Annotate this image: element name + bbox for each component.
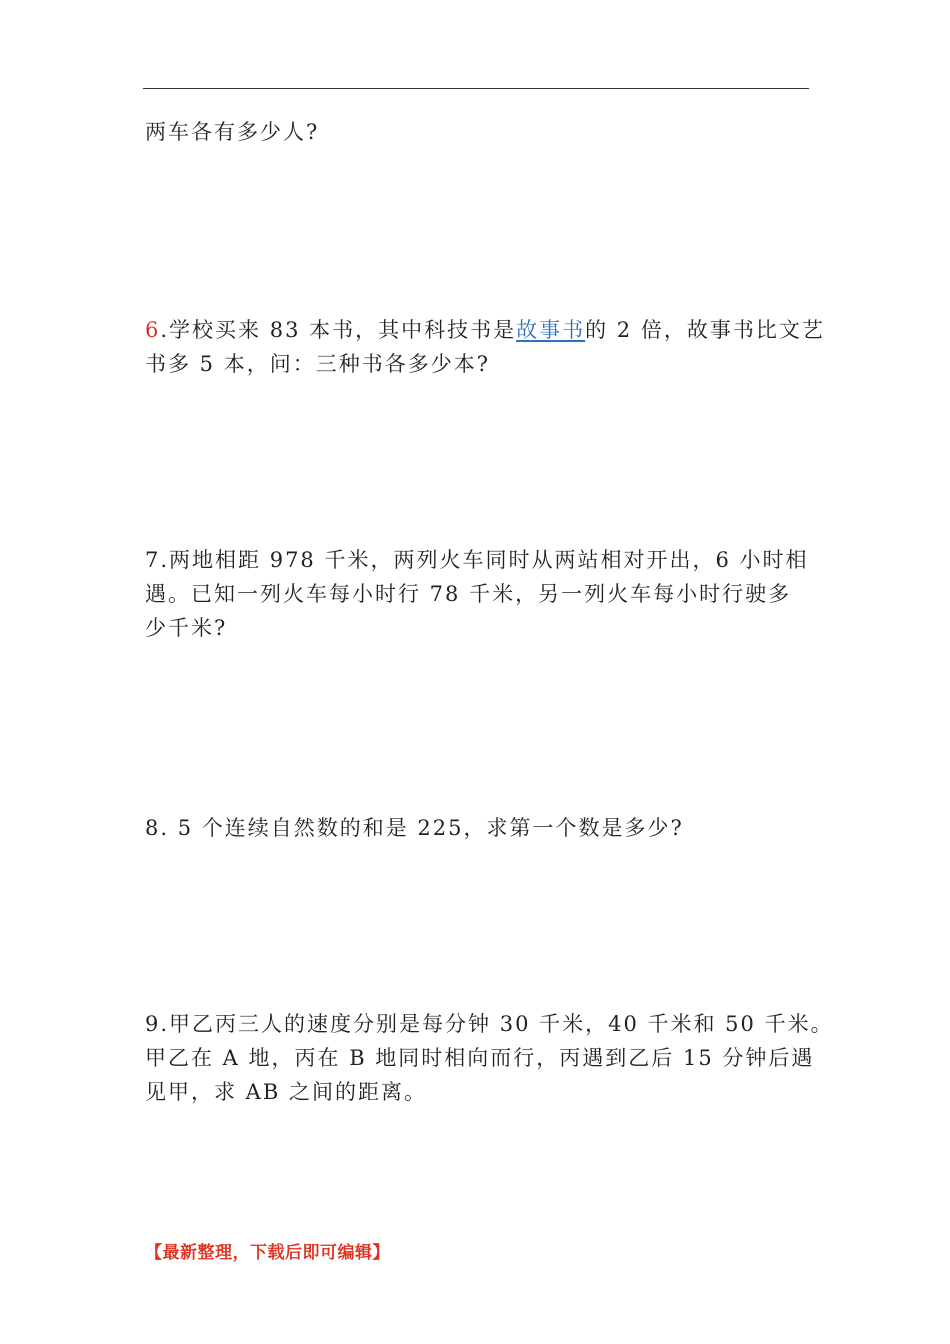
question-7-line-1: 7.两地相距 978 千米，两列火车同时从两站相对开出，6 小时相 xyxy=(145,548,809,572)
header-rule xyxy=(143,88,809,89)
question-8 xyxy=(145,811,810,845)
question-9-line-1: 9.甲乙丙三人的速度分别是每分钟 30 千米，40 千米和 50 千米。 xyxy=(145,1012,834,1036)
question-9-line-2: 甲乙在 A 地，丙在 B 地同时相向而行，丙遇到乙后 15 分钟后遇 xyxy=(145,1046,815,1070)
question-7-line-3: 少千米? xyxy=(145,616,228,640)
question-6 xyxy=(145,313,825,381)
question-6-text-b: 的 2 倍，故事书比文艺 xyxy=(585,318,825,342)
question-6-line-1 xyxy=(145,313,825,347)
carryover-line: 两车各有多少人? xyxy=(145,120,320,144)
carryover-question xyxy=(145,115,810,149)
question-6-text-a: .学校买来 83 本书，其中科技书是 xyxy=(160,318,517,342)
story-book-link[interactable]: 故事书 xyxy=(516,318,586,342)
footer-note: 【最新整理，下载后即可编辑】 xyxy=(145,1243,390,1263)
question-7 xyxy=(145,543,810,645)
question-8-line-1: 8. 5 个连续自然数的和是 225，求第一个数是多少? xyxy=(145,816,684,840)
question-6-number: 6 xyxy=(145,318,161,342)
question-9 xyxy=(145,1007,834,1109)
question-9-line-3: 见甲，求 AB 之间的距离。 xyxy=(145,1080,427,1104)
question-7-line-2: 遇。已知一列火车每小时行 78 千米，另一列火车每小时行驶多 xyxy=(145,582,792,606)
question-6-line-2: 书多 5 本，问：三种书各多少本? xyxy=(145,352,490,376)
